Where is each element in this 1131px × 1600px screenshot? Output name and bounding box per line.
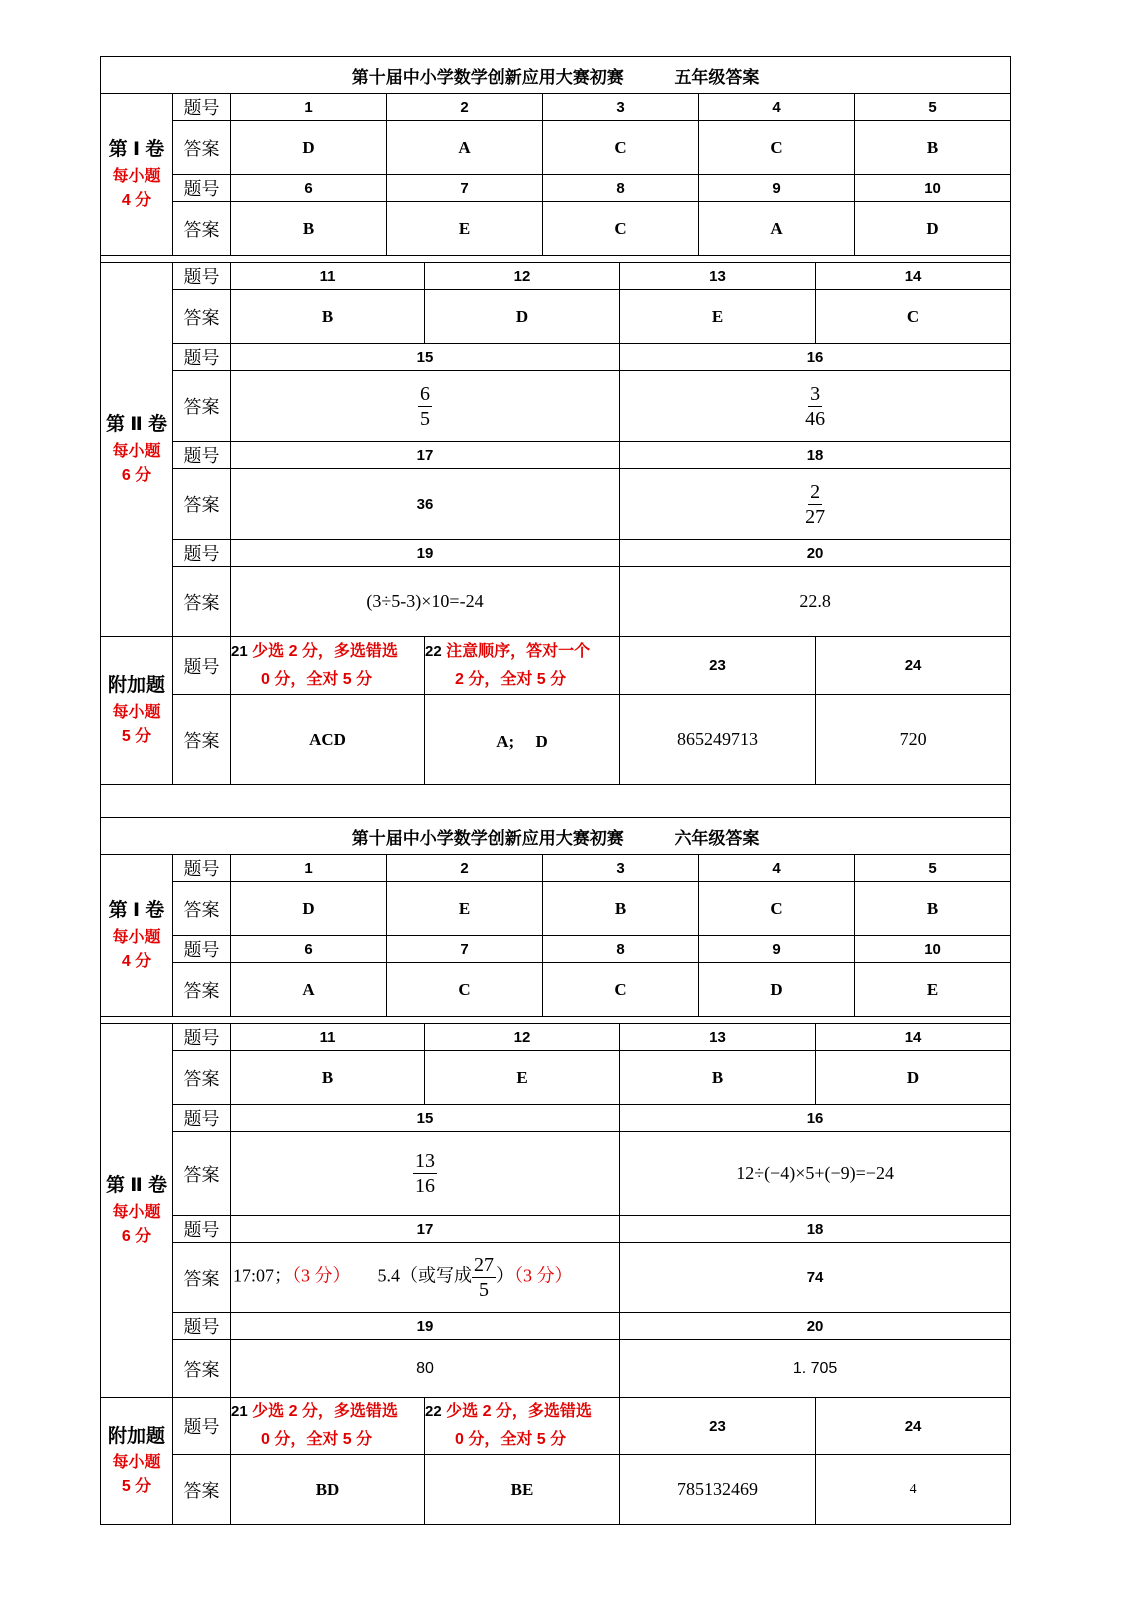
question-number: 9 bbox=[699, 936, 855, 963]
answer-part: ） bbox=[496, 1265, 515, 1286]
part-name: 第 Ⅱ 卷 bbox=[105, 414, 168, 436]
daan-label: 答案 bbox=[173, 371, 231, 442]
answer-cell bbox=[231, 1243, 620, 1313]
question-number: 24 bbox=[816, 637, 1011, 695]
daan-label: 答案 bbox=[173, 1340, 231, 1398]
denominator: 46 bbox=[805, 407, 826, 430]
answer-cell: B bbox=[620, 1051, 816, 1105]
score-value: 4 分 bbox=[121, 191, 152, 209]
answer-cell: D bbox=[231, 121, 387, 175]
note-line: 少选 2 分，多选错选 bbox=[446, 1403, 592, 1420]
grade5-part2-label bbox=[101, 263, 173, 637]
note-line: 0 分，全对 5 分 bbox=[261, 1431, 373, 1448]
question-number: 20 bbox=[620, 1313, 1011, 1340]
tihao-label: 题号 bbox=[173, 936, 231, 963]
answer-cell: B bbox=[543, 882, 699, 936]
q22-note bbox=[425, 637, 620, 695]
question-number: 11 bbox=[231, 1024, 425, 1051]
answer-cell: 36 bbox=[231, 469, 620, 540]
question-number: 11 bbox=[231, 263, 425, 290]
tihao-label: 题号 bbox=[173, 1024, 231, 1051]
answer-cell: C bbox=[543, 202, 699, 256]
note-line: 少选 2 分，多选错选 bbox=[252, 1403, 398, 1420]
part-name: 第 Ⅰ 卷 bbox=[108, 900, 165, 922]
score-value: 5 分 bbox=[121, 727, 152, 745]
answer-cell: 4 bbox=[816, 1455, 1011, 1525]
question-number: 17 bbox=[231, 1216, 620, 1243]
answer-cell: B bbox=[855, 121, 1011, 175]
fraction bbox=[805, 480, 825, 529]
answer-cell: 74 bbox=[620, 1243, 1011, 1313]
answer-sheet bbox=[100, 56, 1010, 1525]
grade5-title-row bbox=[101, 57, 1011, 94]
question-number: 15 bbox=[231, 344, 620, 371]
question-number: 14 bbox=[816, 1024, 1011, 1051]
score-note: （3 分） bbox=[514, 1265, 573, 1286]
daan-label: 答案 bbox=[173, 1243, 231, 1313]
part-name: 第 Ⅰ 卷 bbox=[108, 139, 165, 161]
tihao-label: 题号 bbox=[173, 442, 231, 469]
score-note: 每小题 bbox=[112, 703, 161, 721]
answer-cell: E bbox=[855, 963, 1011, 1017]
answer-cell bbox=[620, 469, 1011, 540]
denominator: 16 bbox=[415, 1175, 435, 1197]
question-number: 12 bbox=[425, 1024, 620, 1051]
question-number: 8 bbox=[543, 175, 699, 202]
question-number: 22 bbox=[425, 1403, 442, 1420]
answer-cell: E bbox=[387, 202, 543, 256]
grade6-grade-label: 六年级答案 bbox=[674, 828, 760, 848]
fraction bbox=[413, 1149, 437, 1198]
tihao-label: 题号 bbox=[173, 94, 231, 121]
answer-cell: 1. 705 bbox=[620, 1340, 1011, 1398]
answer-cell: 80 bbox=[231, 1340, 620, 1398]
question-number: 22 bbox=[425, 642, 442, 660]
question-number: 21 bbox=[231, 642, 248, 660]
answer-cell: BD bbox=[231, 1455, 425, 1525]
answer-cell: B bbox=[855, 882, 1011, 936]
score-note: 每小题 bbox=[112, 928, 161, 946]
question-number: 3 bbox=[543, 94, 699, 121]
answer-cell: C bbox=[699, 121, 855, 175]
tihao-label: 题号 bbox=[173, 344, 231, 371]
tihao-label: 题号 bbox=[173, 540, 231, 567]
question-number: 20 bbox=[620, 540, 1011, 567]
answer-cell: (3÷5-3)×10=-24 bbox=[231, 567, 620, 637]
part-name: 附加题 bbox=[107, 675, 165, 697]
question-number: 5 bbox=[855, 855, 1011, 882]
q21-note bbox=[231, 1398, 425, 1455]
note-line: 少选 2 分，多选错选 bbox=[252, 642, 398, 660]
tihao-label: 题号 bbox=[173, 637, 231, 695]
tihao-label: 题号 bbox=[173, 1398, 231, 1455]
question-number: 2 bbox=[387, 94, 543, 121]
daan-label: 答案 bbox=[173, 567, 231, 637]
numerator: 13 bbox=[415, 1150, 435, 1172]
daan-label: 答案 bbox=[173, 1051, 231, 1105]
question-number: 12 bbox=[425, 263, 620, 290]
tihao-label: 题号 bbox=[173, 855, 231, 882]
answer-cell: A bbox=[699, 202, 855, 256]
grade6-part1-label bbox=[101, 855, 173, 1017]
question-number: 8 bbox=[543, 936, 699, 963]
note-line: 2 分，全对 5 分 bbox=[455, 670, 567, 688]
question-number: 18 bbox=[620, 442, 1011, 469]
answer-cell: A; D bbox=[425, 695, 620, 785]
note-line: 0 分，全对 5 分 bbox=[261, 670, 373, 688]
denominator: 5 bbox=[479, 1279, 490, 1301]
grade5-part1-label bbox=[101, 94, 173, 256]
numerator: 2 bbox=[810, 480, 821, 503]
answer-cell: BE bbox=[425, 1455, 620, 1525]
daan-label: 答案 bbox=[173, 469, 231, 540]
note-line: 0 分，全对 5 分 bbox=[455, 1431, 567, 1448]
answer-cell: D bbox=[699, 963, 855, 1017]
question-number: 10 bbox=[855, 175, 1011, 202]
score-value: 4 分 bbox=[121, 952, 152, 970]
answer-cell: B bbox=[231, 290, 425, 344]
fraction bbox=[805, 382, 825, 431]
answer-cell bbox=[231, 1132, 620, 1216]
answer-cell: A bbox=[387, 121, 543, 175]
question-number: 19 bbox=[231, 540, 620, 567]
question-number: 21 bbox=[231, 1403, 248, 1420]
tihao-label: 题号 bbox=[173, 1313, 231, 1340]
answer-cell bbox=[231, 371, 620, 442]
question-number: 7 bbox=[387, 175, 543, 202]
question-number: 13 bbox=[620, 263, 816, 290]
question-number: 18 bbox=[620, 1216, 1011, 1243]
answer-cell: 22.8 bbox=[620, 567, 1011, 637]
question-number: 2 bbox=[387, 855, 543, 882]
denominator: 27 bbox=[805, 505, 826, 528]
grade5-grade-label: 五年级答案 bbox=[674, 67, 760, 87]
section-gap bbox=[101, 785, 1011, 818]
answer-cell: 865249713 bbox=[620, 695, 816, 785]
question-number: 4 bbox=[699, 94, 855, 121]
answer-cell: B bbox=[231, 202, 387, 256]
question-number: 13 bbox=[620, 1024, 816, 1051]
question-number: 16 bbox=[620, 1105, 1011, 1132]
answer-cell: C bbox=[816, 290, 1011, 344]
answer-cell: 785132469 bbox=[620, 1455, 816, 1525]
score-note: （3 分） bbox=[292, 1265, 351, 1286]
question-number: 1 bbox=[231, 94, 387, 121]
question-number: 23 bbox=[620, 1398, 816, 1455]
tihao-label: 题号 bbox=[173, 1216, 231, 1243]
answer-cell: A bbox=[231, 963, 387, 1017]
daan-label: 答案 bbox=[173, 121, 231, 175]
grade6-bonus-label bbox=[101, 1398, 173, 1525]
answer-cell: C bbox=[543, 963, 699, 1017]
question-number: 4 bbox=[699, 855, 855, 882]
question-number: 3 bbox=[543, 855, 699, 882]
answer-cell: C bbox=[699, 882, 855, 936]
score-value: 6 分 bbox=[121, 1227, 152, 1245]
note-line: 注意顺序，答对一个 bbox=[446, 642, 591, 660]
daan-label: 答案 bbox=[173, 1455, 231, 1525]
answer-cell: B bbox=[231, 1051, 425, 1105]
daan-label: 答案 bbox=[173, 882, 231, 936]
score-value: 5 分 bbox=[121, 1478, 152, 1496]
question-number: 10 bbox=[855, 936, 1011, 963]
answer-cell bbox=[620, 371, 1011, 442]
question-number: 7 bbox=[387, 936, 543, 963]
grade6-title: 第十届中小学数学创新应用大赛初赛 bbox=[351, 828, 624, 848]
answer-cell: C bbox=[387, 963, 543, 1017]
tihao-label: 题号 bbox=[173, 175, 231, 202]
score-note: 每小题 bbox=[112, 1454, 161, 1472]
daan-label: 答案 bbox=[173, 695, 231, 785]
denominator: 5 bbox=[420, 407, 430, 430]
numerator: 27 bbox=[474, 1254, 495, 1276]
question-number: 14 bbox=[816, 263, 1011, 290]
part-name: 第 Ⅱ 卷 bbox=[105, 1175, 168, 1197]
answer-cell: E bbox=[387, 882, 543, 936]
question-number: 23 bbox=[620, 637, 816, 695]
daan-label: 答案 bbox=[173, 963, 231, 1017]
numerator: 3 bbox=[810, 382, 821, 405]
answer-cell: 720 bbox=[816, 695, 1011, 785]
grade6-title-row bbox=[101, 818, 1011, 855]
grade5-bonus-label bbox=[101, 637, 173, 785]
question-number: 6 bbox=[231, 936, 387, 963]
answer-table bbox=[100, 56, 1011, 1525]
tihao-label: 题号 bbox=[173, 263, 231, 290]
answer-cell: D bbox=[855, 202, 1011, 256]
fraction bbox=[472, 1253, 496, 1302]
answer-cell: C bbox=[543, 121, 699, 175]
question-number: 15 bbox=[231, 1105, 620, 1132]
q21-note bbox=[231, 637, 425, 695]
question-number: 16 bbox=[620, 344, 1011, 371]
score-note: 每小题 bbox=[112, 1203, 161, 1221]
question-number: 6 bbox=[231, 175, 387, 202]
question-number: 24 bbox=[816, 1398, 1011, 1455]
question-number: 17 bbox=[231, 442, 620, 469]
q22-note bbox=[425, 1398, 620, 1455]
grade5-title: 第十届中小学数学创新应用大赛初赛 bbox=[351, 67, 624, 87]
fraction bbox=[418, 382, 432, 431]
answer-cell: D bbox=[231, 882, 387, 936]
answer-cell: E bbox=[425, 1051, 620, 1105]
answer-part: 5.4（或写成 bbox=[377, 1265, 473, 1286]
numerator: 6 bbox=[420, 382, 430, 405]
part-name: 附加题 bbox=[107, 1425, 165, 1447]
daan-label: 答案 bbox=[173, 202, 231, 256]
question-number: 5 bbox=[855, 94, 1011, 121]
score-note: 每小题 bbox=[112, 167, 161, 185]
answer-cell: ACD bbox=[231, 695, 425, 785]
question-number: 19 bbox=[231, 1313, 620, 1340]
question-number: 9 bbox=[699, 175, 855, 202]
answer-part: 17:07； bbox=[233, 1265, 293, 1286]
answer-cell: D bbox=[816, 1051, 1011, 1105]
grade6-part2-label bbox=[101, 1024, 173, 1398]
daan-label: 答案 bbox=[173, 290, 231, 344]
daan-label: 答案 bbox=[173, 1132, 231, 1216]
tihao-label: 题号 bbox=[173, 1105, 231, 1132]
answer-cell: 12÷(−4)×5+(−9)=−24 bbox=[620, 1132, 1011, 1216]
answer-cell: E bbox=[620, 290, 816, 344]
score-note: 每小题 bbox=[112, 442, 161, 460]
question-number: 1 bbox=[231, 855, 387, 882]
score-value: 6 分 bbox=[121, 466, 152, 484]
answer-cell: D bbox=[425, 290, 620, 344]
